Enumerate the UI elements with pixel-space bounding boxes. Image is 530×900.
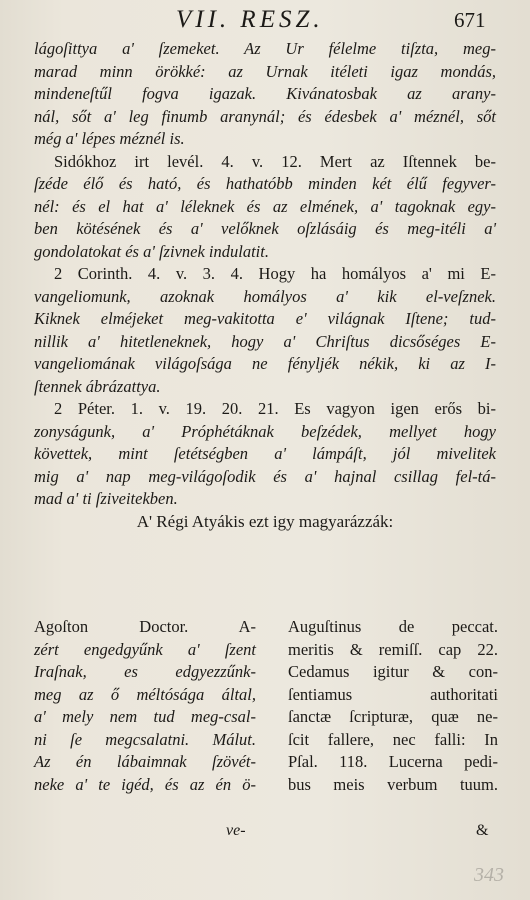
text-line: Sidókhoz irt levél. 4. v. 12. Mert az Iſtennek be- — [54, 151, 496, 171]
chapter-heading: VII. RESZ. — [176, 6, 324, 33]
text-line: marad minn örökké: az Urnak itéleti igaz mondás, — [34, 61, 496, 81]
text-line: vangeliomának világoſsága ne fényljék nékik, ki az I- — [34, 354, 496, 373]
left-column-line: neke a' te igéd, és az én ö- — [34, 774, 256, 794]
text-line: még a' lépes méznél is. — [34, 129, 185, 148]
text-line: ſtennek ábrázattya. — [34, 376, 161, 396]
text-line: zonyságunk, a' Próphétáknak beſzédek, mellyet hogy — [34, 421, 496, 441]
hungarian-column — [34, 616, 256, 796]
text-line: ben kötésének és a' velőknek oſzlásáig és meg-itéli a' — [34, 219, 496, 238]
right-column-line: Auguſtinus de peccat. — [288, 617, 498, 636]
right-column-line: ſentiamus authoritati — [288, 684, 498, 704]
text-line: 2 Corinth. 4. v. 3. 4. Hogy ha homályos a' mi E- — [54, 264, 496, 283]
catchword-right: & — [476, 822, 489, 839]
text-line: 2 Péter. 1. v. 19. 20. 21. Es vagyon igen erős bi- — [54, 399, 496, 418]
two-column-section — [34, 616, 496, 846]
text-line: mad a' ti ſziveitekben. — [34, 489, 178, 508]
left-column-line: meg az ő méltósága által, — [34, 684, 256, 704]
text-line: gondolatokat és a' ſzivnek indulatit. — [34, 241, 269, 261]
body-paragraphs — [34, 38, 496, 511]
left-column-line: ni ſe megcsalatni. Málut. — [34, 729, 256, 749]
text-line: követtek, mint ſetétségben a' lámpáſt, jól mivelitek — [34, 444, 496, 463]
right-column-line: ſcit fallere, nec falli: In — [288, 729, 498, 749]
section-heading: A' Régi Atyákis ezt igy magyarázzák: — [136, 511, 394, 531]
pencil-shelfmark: 343 — [474, 864, 504, 886]
left-column-line: a' mely nem tud meg-csal- — [34, 707, 256, 726]
main-text-block — [34, 38, 496, 533]
text-line: ſzéde élő és ható, és hathatóbb minden két élű fegyver- — [34, 174, 496, 193]
text-line: nál, sőt a' leg finumb aranynál; és édesbek a' méznél, sőt — [34, 106, 496, 126]
left-column-line: Agoſton Doctor. A- — [34, 617, 256, 636]
text-line: lágoſittya a' ſzemeket. Az Ur félelme tiſzta, meg- — [34, 39, 496, 58]
left-column-line: Iraſnak, es edgyezzűnk- — [34, 662, 256, 681]
text-line: vangeliomunk, azoknak homályos a' kik el-veſznek. — [34, 286, 496, 306]
text-line: mig a' nap meg-világoſodik és a' hajnal csillag fel-tá- — [34, 466, 496, 486]
running-header — [0, 6, 530, 34]
page-number: 671 — [454, 8, 486, 32]
text-line: mindeneſtűl fogva igazak. Kivánatosbak az arany- — [34, 84, 496, 103]
right-column-line: Pſal. 118. Lucerna pedi- — [288, 752, 498, 771]
text-line: nillik a' hitetleneknek, hogy a' Chriſtus dicsőséges E- — [34, 331, 496, 351]
left-column-line: Az én lábaimnak ſzövét- — [34, 752, 256, 771]
right-column-line: Cedamus igitur & con- — [288, 662, 498, 681]
text-line: nél: és el hat a' léleknek és az elmének, a' tagoknak egy- — [34, 196, 496, 216]
right-column-line: ſanctæ ſcripturæ, quæ ne- — [288, 707, 498, 726]
latin-column — [288, 616, 498, 796]
text-line: Kiknek elméjeket meg-vakitotta e' világnak Iſtene; tud- — [34, 309, 496, 328]
catchword-left: ve- — [226, 822, 246, 839]
right-column-line: meritis & remiſſ. cap 22. — [288, 639, 498, 659]
right-column-line: bus meis verbum tuum. — [288, 774, 498, 794]
left-column-line: zért engedgyűnk a' ſzent — [34, 639, 256, 659]
